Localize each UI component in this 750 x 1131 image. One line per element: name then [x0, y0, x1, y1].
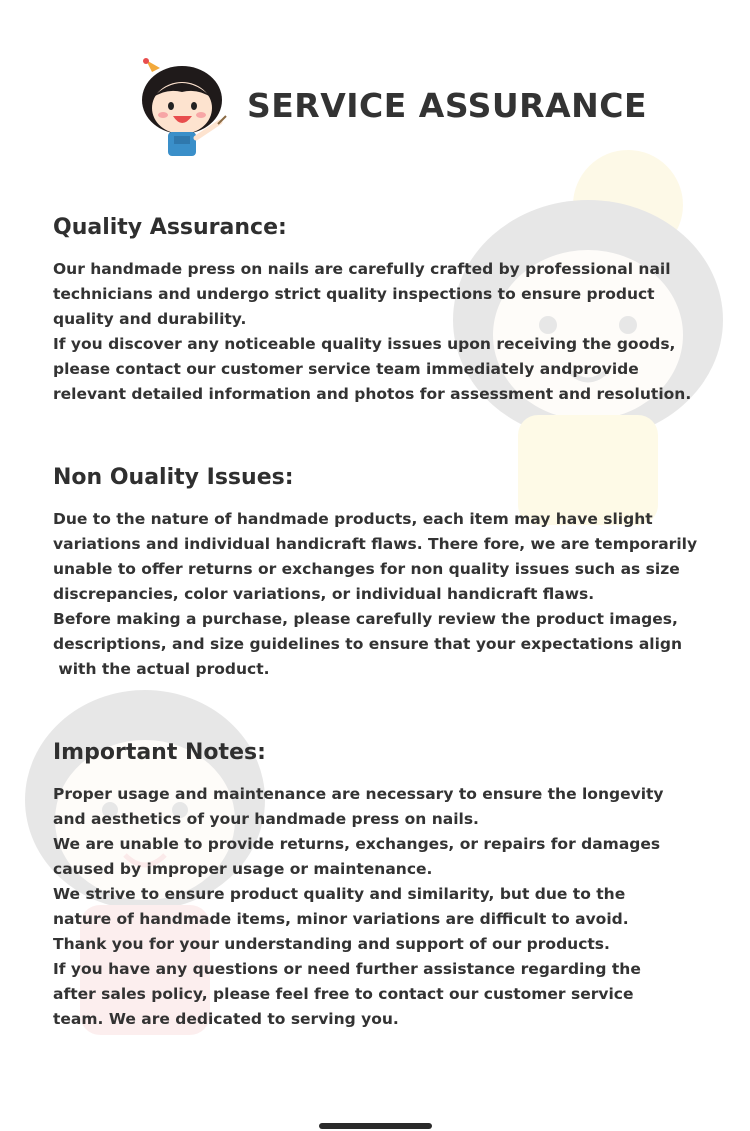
page-title: SERVICE ASSURANCE: [247, 86, 648, 125]
paragraph-line: unable to offer returns or exchanges for non quality issues such as size: [53, 560, 680, 578]
paragraph-line: Proper usage and maintenance are necessary to ensure the longevity: [53, 785, 664, 803]
paragraph-line: quality and durability.: [53, 310, 247, 328]
section-important-notes: [53, 736, 713, 1032]
paragraph-line: descriptions, and size guidelines to ensure that your expectations align: [53, 635, 683, 653]
paragraph-line: team. We are dedicated to serving you.: [53, 1010, 399, 1028]
paragraph-line: Our handmade press on nails are carefully crafted by professional nail: [53, 260, 671, 278]
paragraph-line: We are unable to provide returns, exchanges, or repairs for damages: [53, 835, 661, 853]
home-indicator-bar[interactable]: [319, 1123, 432, 1129]
section-heading: Important Notes:: [53, 740, 266, 765]
paragraph-line: Due to the nature of handmade products, each item may have slight: [53, 510, 653, 528]
paragraph-line: If you discover any noticeable quality issues upon receiving the goods,: [53, 335, 676, 353]
paragraph-line: If you have any questions or need further assistance regarding the: [53, 960, 641, 978]
section-quality-assurance: [53, 211, 713, 407]
paragraph-line: and aesthetics of your handmade press on nails.: [53, 810, 479, 828]
paragraph-line: relevant detailed information and photos for assessment and resolution.: [53, 385, 692, 403]
paragraph-line: please contact our customer service team immediately andprovide: [53, 360, 639, 378]
paragraph-line: Before making a purchase, please carefully review the product images,: [53, 610, 678, 628]
paragraph-line: Thank you for your understanding and support of our products.: [53, 935, 610, 953]
section-heading: Quality Assurance:: [53, 215, 287, 240]
paragraph-line: nature of handmade items, minor variations are difficult to avoid.: [53, 910, 629, 928]
section-heading: Non Ouality Issues:: [53, 465, 294, 490]
paragraph-line: variations and individual handicraft flaws. There fore, we are temporarily: [53, 535, 698, 553]
paragraph-line: caused by improper usage or maintenance.: [53, 860, 433, 878]
paragraph-line: discrepancies, color variations, or individual handicraft flaws.: [53, 585, 595, 603]
paragraph-line: technicians and undergo strict quality inspections to ensure product: [53, 285, 655, 303]
paragraph-line: We strive to ensure product quality and similarity, but due to the: [53, 885, 626, 903]
page-header: [0, 56, 750, 166]
section-non-quality-issues: [53, 461, 713, 682]
paragraph-line: after sales policy, please feel free to contact our customer service: [53, 985, 634, 1003]
mascot-girl-icon: [138, 58, 228, 158]
paragraph-line: with the actual product.: [53, 660, 270, 678]
